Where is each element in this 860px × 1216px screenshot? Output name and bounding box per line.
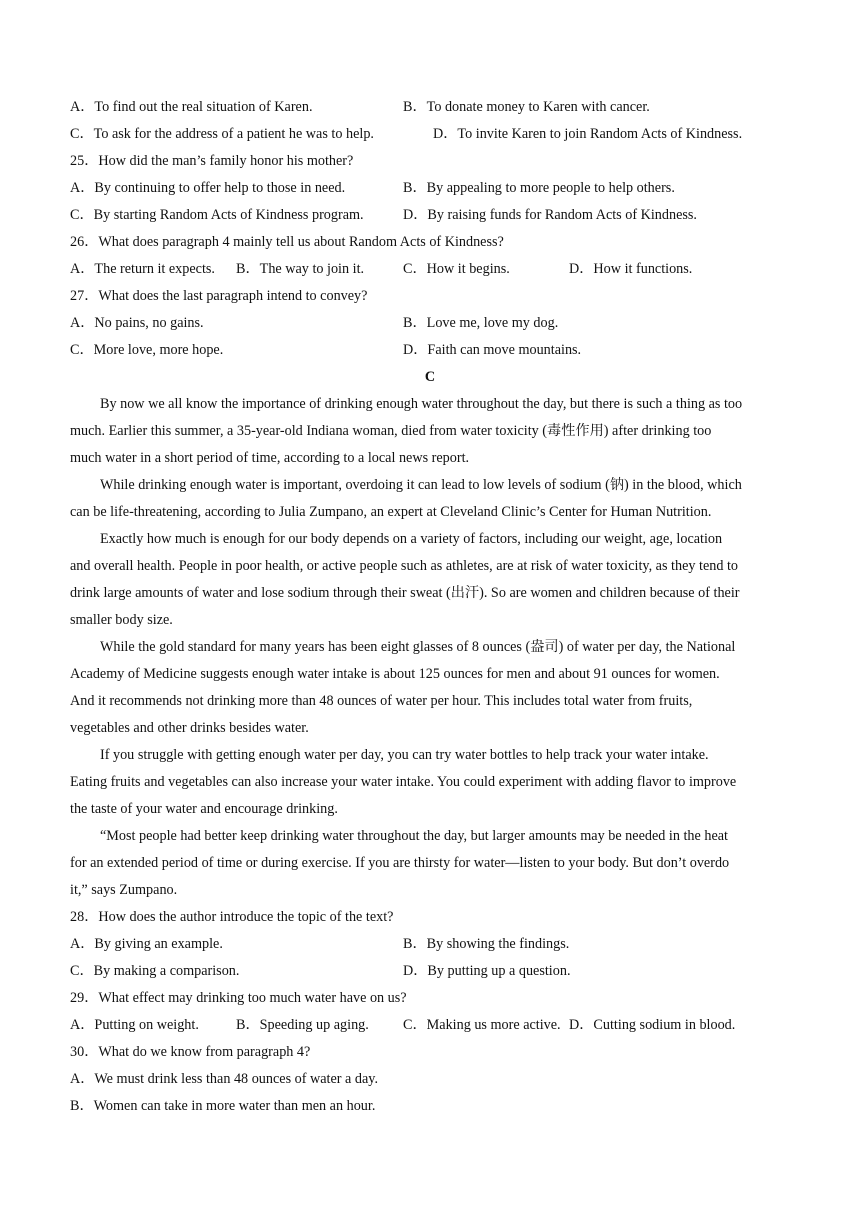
paragraph-6-line-2: for an extended period of time or during exercise. If you are thirsty for water—listen to your body. But don’t overdo bbox=[70, 855, 730, 871]
q28-option-b: B．By showing the findings. bbox=[403, 936, 570, 952]
q26-option-d: D．How it functions. bbox=[569, 261, 693, 277]
q29-option-c: C．Making us more active. bbox=[403, 1017, 561, 1033]
q25-option-a: A．By continuing to offer help to those in need. bbox=[70, 180, 346, 196]
paragraph-3-line-1: Exactly how much is enough for our body depends on a variety of factors, including our weight, age, location bbox=[100, 531, 723, 547]
q26-option-c: C．How it begins. bbox=[403, 261, 510, 277]
paragraph-5-line-2: Eating fruits and vegetables can also increase your water intake. You could experiment with adding flavor to improve bbox=[70, 774, 737, 790]
q25-stem: 25．How did the man’s family honor his mother? bbox=[70, 153, 354, 169]
q24-option-a: A．To find out the real situation of Karen. bbox=[70, 99, 313, 115]
paragraph-5-line-1: If you struggle with getting enough water per day, you can try water bottles to help track your water intake. bbox=[100, 747, 709, 763]
paragraph-3-line-2: and overall health. People in poor health, or active people such as athletes, are at risk of water toxicity, as they tend to bbox=[70, 558, 739, 574]
q24-option-d: D．To invite Karen to join Random Acts of Kindness. bbox=[433, 126, 743, 142]
q24-option-b: B．To donate money to Karen with cancer. bbox=[403, 99, 650, 115]
q29-option-b: B．Speeding up aging. bbox=[236, 1017, 369, 1033]
q27-stem: 27．What does the last paragraph intend to convey? bbox=[70, 288, 368, 304]
q26-option-a: A．The return it expects. bbox=[70, 261, 215, 277]
paragraph-3-line-3: drink large amounts of water and lose sodium through their sweat (出汗). So are women and children because of their bbox=[70, 585, 740, 601]
q25-option-d: D．By raising funds for Random Acts of Kindness. bbox=[403, 207, 697, 223]
q29-stem: 29．What effect may drinking too much water have on us? bbox=[70, 990, 407, 1006]
paragraph-2-line-2: can be life-threatening, according to Julia Zumpano, an expert at Cleveland Clinic’s Center for Human Nutrition. bbox=[70, 504, 712, 520]
paragraph-6-line-1: “Most people had better keep drinking water throughout the day, but larger amounts may be needed in the heat bbox=[100, 828, 728, 844]
paragraph-6-line-3: it,” says Zumpano. bbox=[70, 882, 178, 898]
q25-option-c: C．By starting Random Acts of Kindness program. bbox=[70, 207, 364, 223]
q27-option-b: B．Love me, love my dog. bbox=[403, 315, 559, 331]
q29-option-d: D．Cutting sodium in blood. bbox=[569, 1017, 736, 1033]
paragraph-5-line-3: the taste of your water and encourage drinking. bbox=[70, 801, 338, 817]
q30-option-b: B．Women can take in more water than men an hour. bbox=[70, 1098, 376, 1114]
paragraph-4-line-3: And it recommends not drinking more than 48 ounces of water per hour. This includes total water from fruits, bbox=[70, 693, 693, 709]
q30-stem: 30．What do we know from paragraph 4? bbox=[70, 1044, 311, 1060]
q27-option-d: D．Faith can move mountains. bbox=[403, 342, 582, 358]
paragraph-1-line-1: By now we all know the importance of drinking enough water throughout the day, but there is such a thing as too bbox=[100, 396, 743, 412]
q24-option-c: C．To ask for the address of a patient he was to help. bbox=[70, 126, 374, 142]
q28-option-c: C．By making a comparison. bbox=[70, 963, 240, 979]
paragraph-4-line-2: Academy of Medicine suggests enough water intake is about 125 ounces for men and about 91 ounces for women. bbox=[70, 666, 720, 682]
q27-option-c: C．More love, more hope. bbox=[70, 342, 224, 358]
q25-option-b: B．By appealing to more people to help others. bbox=[403, 180, 675, 196]
paragraph-4-line-1: While the gold standard for many years has been eight glasses of 8 ounces (盎司) of water per day, the National bbox=[100, 639, 736, 655]
q28-option-d: D．By putting up a question. bbox=[403, 963, 571, 979]
passage-heading: C bbox=[424, 369, 436, 385]
paragraph-1-line-3: much water in a short period of time, according to a local news report. bbox=[70, 450, 470, 466]
q26-stem: 26．What does paragraph 4 mainly tell us about Random Acts of Kindness? bbox=[70, 234, 504, 250]
paragraph-1-line-2: much. Earlier this summer, a 35-year-old Indiana woman, died from water toxicity (毒性作用) after drinking too bbox=[70, 423, 712, 439]
paragraph-4-line-4: vegetables and other drinks besides water. bbox=[70, 720, 309, 736]
q27-option-a: A．No pains, no gains. bbox=[70, 315, 204, 331]
paragraph-3-line-4: smaller body size. bbox=[70, 612, 173, 628]
q30-option-a: A．We must drink less than 48 ounces of water a day. bbox=[70, 1071, 379, 1087]
q28-option-a: A．By giving an example. bbox=[70, 936, 223, 952]
paragraph-2-line-1: While drinking enough water is important, overdoing it can lead to low levels of sodium (钠) in the blood, which bbox=[100, 477, 742, 493]
q29-option-a: A．Putting on weight. bbox=[70, 1017, 199, 1033]
q28-stem: 28．How does the author introduce the topic of the text? bbox=[70, 909, 394, 925]
q26-option-b: B．The way to join it. bbox=[236, 261, 365, 277]
